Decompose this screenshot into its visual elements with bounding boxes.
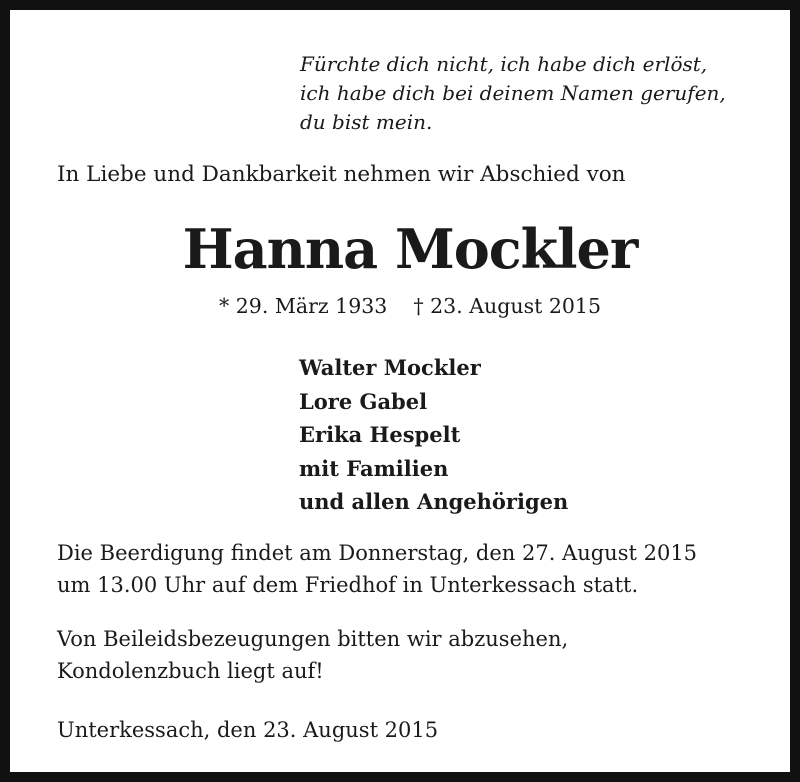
life-dates: [10, 294, 800, 318]
birth-date: * 29. März 1933: [218, 294, 388, 318]
verse-line: Fürchte dich nicht, ich habe dich erlöst,: [300, 52, 708, 76]
mourner: Erika Hespelt: [299, 422, 461, 447]
place-and-date: Unterkessach, den 23. August 2015: [57, 718, 439, 742]
death-date: † 23. August 2015: [413, 294, 602, 318]
mourners-list: [299, 351, 568, 519]
funeral-line: um 13.00 Uhr auf dem Friedhof in Unterkessach statt.: [57, 573, 639, 597]
mourner: und allen Angehörigen: [299, 489, 569, 514]
mourner: mit Familien: [299, 455, 449, 481]
mourner: Walter Mockler: [299, 355, 481, 380]
deceased-name: Hanna Mockler: [182, 217, 638, 281]
condolence-note: [57, 623, 568, 687]
funeral-info: [57, 537, 697, 601]
mourner: Lore Gabel: [299, 388, 428, 414]
intro-text: In Liebe und Dankbarkeit nehmen wir Abschied von: [57, 162, 626, 187]
condolence-line: Von Beileidsbezeugungen bitten wir abzusehen,: [57, 627, 569, 651]
condolence-line: Kondolenzbuch liegt auf!: [57, 659, 324, 683]
funeral-line: Die Beerdigung findet am Donnerstag, den 27. August 2015: [57, 541, 698, 565]
verse-line: ich habe dich bei deinem Namen gerufen,: [300, 81, 726, 105]
verse-line: du bist mein.: [300, 110, 433, 134]
bible-verse: [300, 50, 780, 137]
